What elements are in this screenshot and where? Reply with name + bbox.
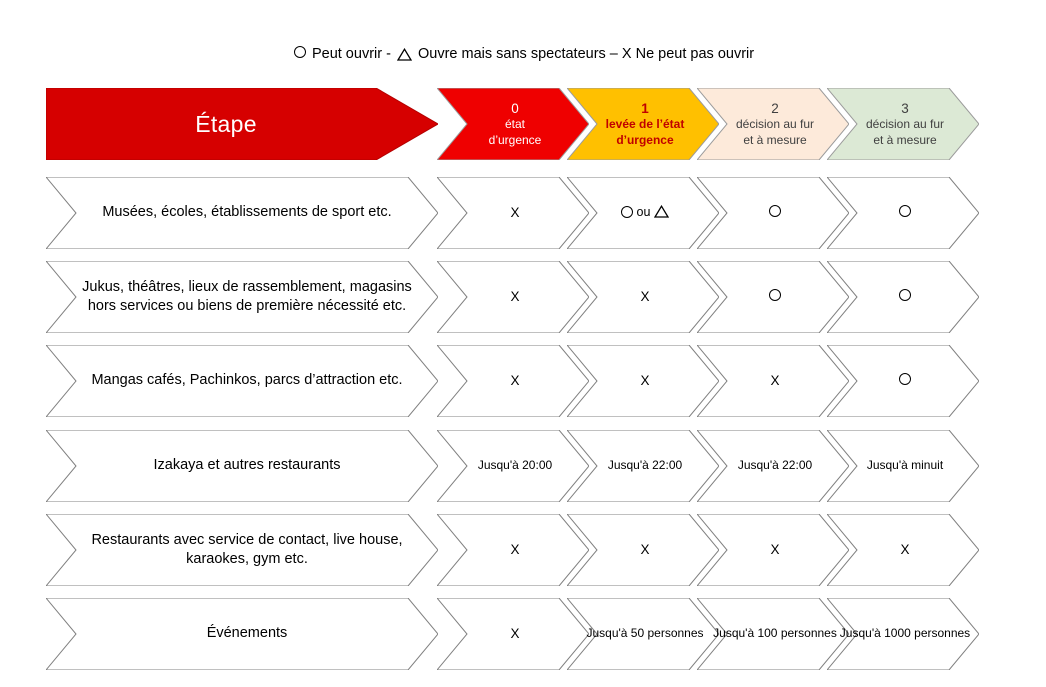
cell-value	[579, 177, 711, 249]
cell-text: X	[770, 542, 780, 558]
cell-text: Jusqu'à 50 personnes	[586, 626, 704, 641]
cell-text: Jusqu'à 20:00	[477, 458, 553, 473]
cell-text: Jusqu'à 1000 personnes	[839, 626, 971, 641]
cell-value	[449, 430, 581, 502]
cell-text: X	[900, 542, 910, 558]
cell-text: X	[770, 373, 780, 389]
cell-text: Jusqu'à 22:00	[737, 458, 813, 473]
cell-value	[579, 261, 711, 333]
stage-number: 0	[511, 101, 519, 116]
cell-value	[839, 261, 971, 333]
cell-value	[449, 261, 581, 333]
stage-subtitle-line2: d’urgence	[488, 132, 542, 147]
cell-value	[449, 514, 581, 586]
cell-value	[579, 598, 711, 670]
stage-subtitle-line1: levée de l’état	[605, 117, 685, 132]
cell-value	[709, 345, 841, 417]
circle-icon	[899, 373, 911, 385]
row-label: Izakaya et autres restaurants	[153, 457, 341, 474]
stage-header-text-1	[579, 88, 711, 160]
cell-text: X	[510, 205, 520, 221]
cell-text: Jusqu'à 22:00	[607, 458, 683, 473]
cell-value	[449, 177, 581, 249]
legend-text-1: Peut ouvrir -	[311, 46, 391, 63]
cell-value	[579, 514, 711, 586]
stage-header-text-0	[449, 88, 581, 160]
cell-text: Jusqu'à 100 personnes	[713, 626, 837, 641]
stage-number: 3	[901, 101, 909, 116]
stage-number: 2	[771, 101, 779, 116]
stage-number: 1	[641, 101, 649, 116]
legend-text-2: Ouvre mais sans spectateurs – X Ne peut pas ouvrir	[418, 46, 755, 63]
circle-icon	[899, 205, 911, 217]
stage-subtitle-line2: et à mesure	[873, 132, 937, 147]
cell-conjunction: ou	[636, 204, 651, 219]
stage-header-text-3	[839, 88, 971, 160]
stage-subtitle-line1: décision au fur	[865, 117, 945, 132]
cell-text: Jusqu'à minuit	[866, 458, 944, 473]
cell-text: X	[640, 373, 650, 389]
cell-text: X	[510, 626, 520, 642]
cell-value	[579, 430, 711, 502]
cell-text: X	[640, 542, 650, 558]
cell-value	[709, 261, 841, 333]
cell-value	[709, 177, 841, 249]
row-label: Musées, écoles, établissements de sport etc.	[102, 204, 392, 221]
circle-icon	[769, 289, 781, 301]
cell-text: X	[510, 289, 520, 305]
row-label: Restaurants avec service de contact, live house, karaokes, gym etc.	[91, 531, 403, 567]
cell-value	[839, 430, 971, 502]
cell-value	[709, 598, 841, 670]
cell-value	[709, 514, 841, 586]
cell-text: X	[510, 542, 520, 558]
row-label: Jukus, théâtres, lieux de rassemblement, magasins hors services ou biens de première nécessité etc.	[82, 278, 412, 314]
cell-value	[839, 514, 971, 586]
stage-subtitle-line1: état	[504, 117, 525, 132]
stage-subtitle-line2: et à mesure	[743, 132, 807, 147]
cell-value	[839, 345, 971, 417]
cell-value	[449, 598, 581, 670]
circle-icon	[769, 205, 781, 217]
cell-value	[449, 345, 581, 417]
circle-icon	[621, 206, 633, 218]
stage-header-text-2	[709, 88, 841, 160]
cell-text: X	[640, 289, 650, 305]
stage-subtitle-line1: décision au fur	[735, 117, 815, 132]
cell-value	[709, 430, 841, 502]
cell-value	[839, 598, 971, 670]
cell-value	[839, 177, 971, 249]
circle-icon	[899, 289, 911, 301]
row-label: Événements	[206, 625, 288, 642]
triangle-icon	[654, 205, 669, 218]
cell-text: X	[510, 373, 520, 389]
page-title: Étape	[195, 110, 257, 137]
row-label: Mangas cafés, Pachinkos, parcs d’attraction etc.	[91, 372, 403, 389]
cell-value	[579, 345, 711, 417]
stage-subtitle-line2: d’urgence	[616, 132, 674, 147]
